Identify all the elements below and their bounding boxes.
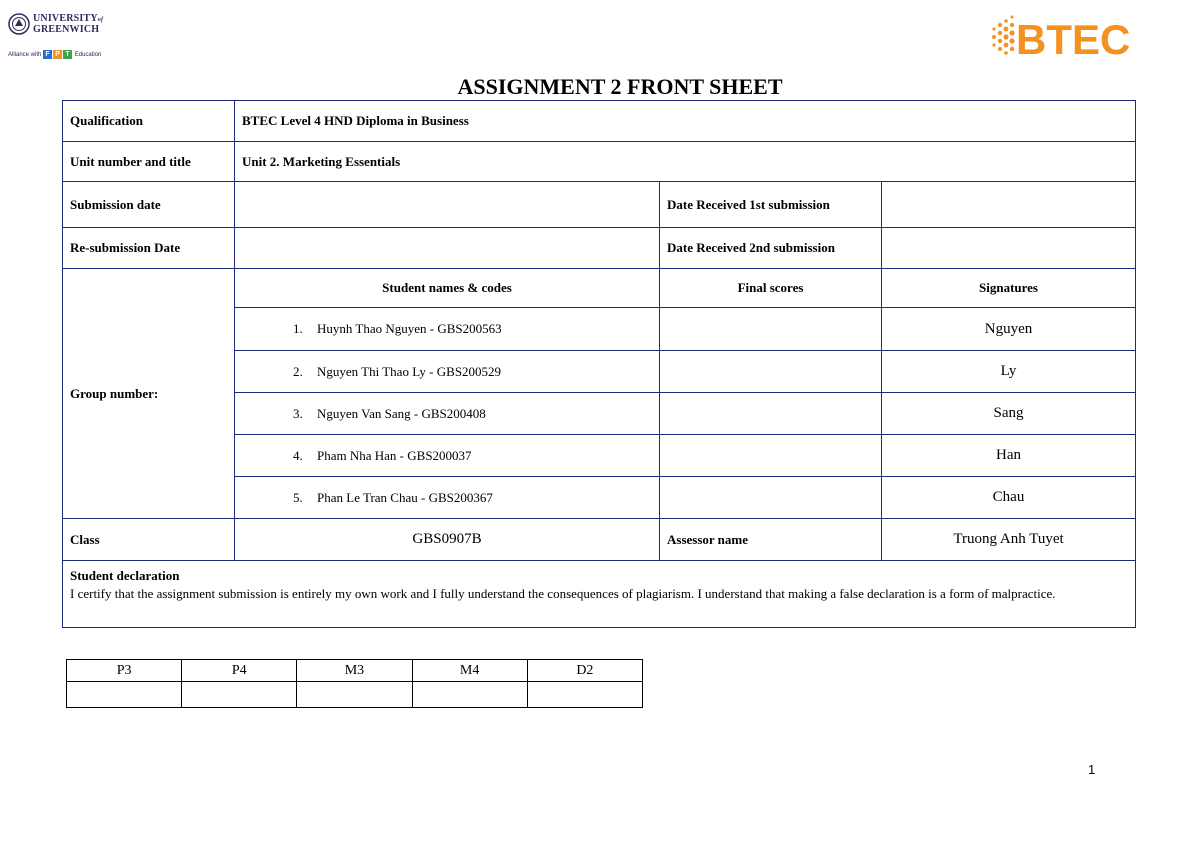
member-name-cell [235, 393, 660, 435]
member-name-cell [235, 351, 660, 393]
submission-row [63, 182, 1136, 228]
greenwich-line1: UNIVERSITY [33, 13, 98, 24]
member-signature: Nguyen [882, 308, 1136, 351]
member-name: Nguyen Van Sang - GBS200408 [317, 405, 486, 421]
date-received-1st-value [882, 182, 1136, 228]
declaration-text: I certify that the assignment submission is entirely my own work and I fully understand the consequences of plagiarism. I understand that making a false declaration is a form of malpractice. [70, 586, 1056, 601]
member-name: Phan Le Tran Chau - GBS200367 [317, 489, 493, 505]
member-name-cell [235, 435, 660, 477]
member-score [660, 308, 882, 351]
fpt-letter-t: T [63, 50, 72, 59]
unit-value: Unit 2. Marketing Essentials [235, 142, 1136, 182]
grade-value-p3 [67, 682, 182, 708]
fpt-letter-p: P [53, 50, 62, 59]
student-names-header: Student names & codes [235, 269, 660, 308]
member-name: Huynh Thao Nguyen - GBS200563 [317, 321, 502, 336]
submission-date-label: Submission date [63, 182, 235, 228]
member-signature: Sang [882, 393, 1136, 435]
greenwich-wordmark [33, 14, 103, 35]
member-number: 4. [293, 447, 303, 463]
alliance-suffix: Education [74, 52, 102, 59]
member-name-cell [235, 308, 660, 351]
resubmission-row [63, 228, 1136, 269]
grade-header-row [67, 660, 643, 682]
class-row [63, 519, 1136, 561]
btec-dots-icon [992, 16, 1015, 55]
qualification-row [63, 101, 1136, 142]
page-title: ASSIGNMENT 2 FRONT SHEET [457, 74, 783, 99]
grade-header-d2: D2 [527, 660, 642, 682]
member-number: 2. [293, 363, 303, 379]
member-score [660, 477, 882, 519]
alliance-with-fpt [8, 50, 101, 59]
signatures-header: Signatures [882, 269, 1136, 308]
assessor-name-value: Truong Anh Tuyet [882, 519, 1136, 561]
qualification-label: Qualification [63, 101, 235, 142]
submission-date-value [235, 182, 660, 228]
greenwich-of: of [97, 17, 104, 23]
group-number-label: Group number: [63, 269, 235, 519]
grade-value-m4 [412, 682, 527, 708]
greenwich-line2: GREENWICH [33, 24, 100, 35]
member-number: 1. [293, 321, 303, 336]
front-sheet-table [62, 100, 1136, 628]
date-received-2nd-value [882, 228, 1136, 269]
member-name-cell [235, 477, 660, 519]
grade-value-p4 [182, 682, 297, 708]
member-signature: Ly [882, 351, 1136, 393]
alliance-prefix: Alliance with [8, 52, 42, 59]
assessor-name-label: Assessor name [660, 519, 882, 561]
university-of-greenwich-logo [8, 12, 118, 62]
grade-header-m3: M3 [297, 660, 412, 682]
qualification-value: BTEC Level 4 HND Diploma in Business [235, 101, 1136, 142]
member-signature: Han [882, 435, 1136, 477]
final-scores-header: Final scores [660, 269, 882, 308]
member-signature: Chau [882, 477, 1136, 519]
group-header-row [63, 269, 1136, 308]
greenwich-seal-icon [8, 13, 30, 35]
member-name: Pham Nha Han - GBS200037 [317, 447, 472, 463]
grade-criteria-table [66, 659, 643, 708]
student-declaration [63, 561, 1136, 628]
member-number: 5. [293, 489, 303, 505]
grade-header-p4: P4 [182, 660, 297, 682]
member-score [660, 351, 882, 393]
member-score [660, 435, 882, 477]
member-number: 3. [293, 405, 303, 421]
grade-header-m4: M4 [412, 660, 527, 682]
declaration-row [63, 561, 1136, 628]
grade-value-row [67, 682, 643, 708]
member-score [660, 393, 882, 435]
declaration-heading: Student declaration [70, 568, 180, 583]
fpt-letter-f: F [43, 50, 52, 59]
unit-label: Unit number and title [63, 142, 235, 182]
btec-wordmark: BTEC [1016, 16, 1131, 60]
btec-logo [990, 14, 1140, 60]
member-name: Nguyen Thi Thao Ly - GBS200529 [317, 363, 502, 379]
resubmission-date-label: Re-submission Date [63, 228, 235, 269]
grade-header-p3: P3 [67, 660, 182, 682]
page-number: 1 [1088, 762, 1096, 777]
grade-value-m3 [297, 682, 412, 708]
class-value: GBS0907B [235, 519, 660, 561]
resubmission-date-value [235, 228, 660, 269]
grade-value-d2 [527, 682, 642, 708]
class-label: Class [63, 519, 235, 561]
date-received-2nd-label: Date Received 2nd submission [660, 228, 882, 269]
unit-row [63, 142, 1136, 182]
date-received-1st-label: Date Received 1st submission [660, 182, 882, 228]
